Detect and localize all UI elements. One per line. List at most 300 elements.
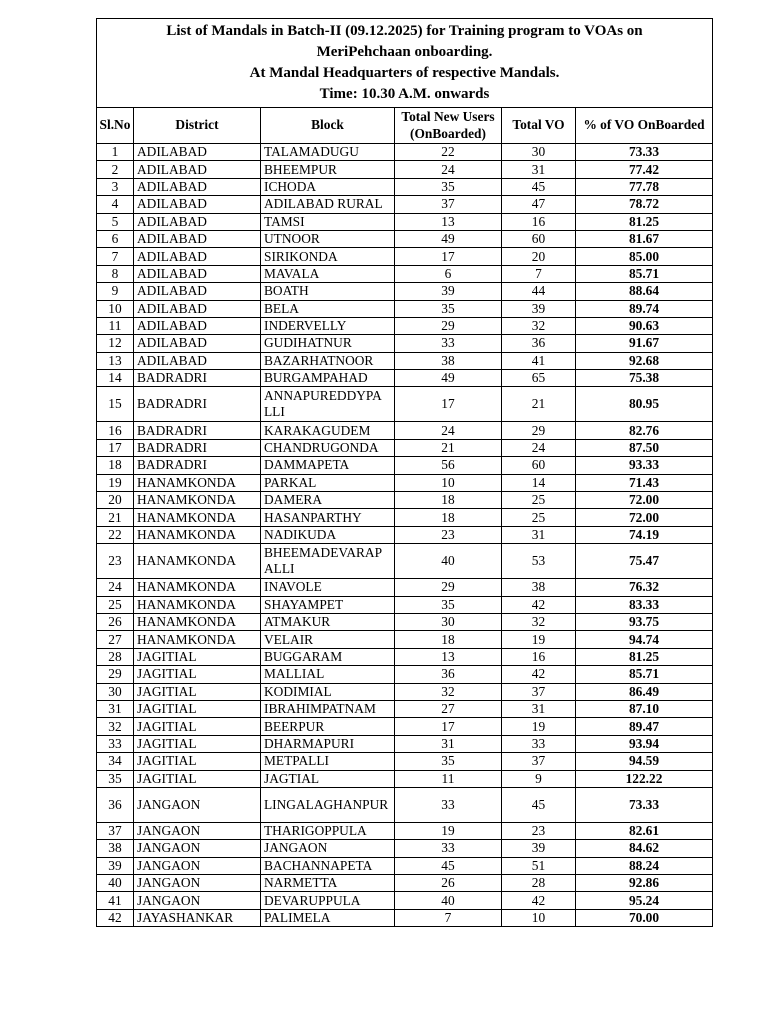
cell-block: IBRAHIMPATNAM xyxy=(261,700,395,717)
cell-percent: 88.24 xyxy=(576,857,713,874)
cell-block: BHEEMADEVARAP ALLI xyxy=(261,544,395,579)
cell-block: INDERVELLY xyxy=(261,317,395,334)
cell-district: BADRADRI xyxy=(134,387,261,422)
table-row xyxy=(97,718,713,735)
cell-district: ADILABAD xyxy=(134,230,261,247)
cell-district: ADILABAD xyxy=(134,178,261,195)
cell-district: ADILABAD xyxy=(134,317,261,334)
cell-total-vo: 53 xyxy=(502,544,576,579)
table-row xyxy=(97,265,713,282)
title-line: List of Mandals in Batch-II (09.12.2025) for Training program to VOAs on xyxy=(166,23,643,39)
table-row xyxy=(97,492,713,509)
cell-district: JAGITIAL xyxy=(134,718,261,735)
title-line: At Mandal Headquarters of respective Mandals. xyxy=(249,65,560,81)
cell-total-vo: 31 xyxy=(502,161,576,178)
cell-new-users: 22 xyxy=(395,144,502,161)
cell-slno: 34 xyxy=(97,753,134,770)
cell-total-vo: 10 xyxy=(502,909,576,926)
cell-percent: 92.86 xyxy=(576,875,713,892)
header-percent-onboarded: % of VO OnBoarded xyxy=(576,108,713,144)
table-row xyxy=(97,317,713,334)
cell-district: BADRADRI xyxy=(134,439,261,456)
table-row xyxy=(97,579,713,596)
cell-new-users: 33 xyxy=(395,335,502,352)
cell-slno: 33 xyxy=(97,735,134,752)
table-row xyxy=(97,161,713,178)
cell-block: NARMETTA xyxy=(261,875,395,892)
cell-percent: 75.47 xyxy=(576,544,713,579)
cell-new-users: 17 xyxy=(395,718,502,735)
cell-new-users: 18 xyxy=(395,631,502,648)
cell-total-vo: 45 xyxy=(502,178,576,195)
cell-slno: 27 xyxy=(97,631,134,648)
document-title xyxy=(97,19,713,108)
cell-percent: 88.64 xyxy=(576,283,713,300)
cell-percent: 93.94 xyxy=(576,735,713,752)
cell-slno: 12 xyxy=(97,335,134,352)
cell-percent: 85.00 xyxy=(576,248,713,265)
cell-new-users: 17 xyxy=(395,387,502,422)
cell-district: ADILABAD xyxy=(134,161,261,178)
cell-district: JAYASHANKAR xyxy=(134,909,261,926)
cell-slno: 13 xyxy=(97,352,134,369)
cell-district: JAGITIAL xyxy=(134,683,261,700)
table-row xyxy=(97,753,713,770)
cell-percent: 77.42 xyxy=(576,161,713,178)
cell-block: ATMAKUR xyxy=(261,613,395,630)
cell-slno: 10 xyxy=(97,300,134,317)
cell-block: BACHANNAPETA xyxy=(261,857,395,874)
table-row xyxy=(97,370,713,387)
table-row xyxy=(97,144,713,161)
table-row xyxy=(97,335,713,352)
cell-slno: 4 xyxy=(97,196,134,213)
cell-total-vo: 25 xyxy=(502,492,576,509)
cell-district: ADILABAD xyxy=(134,265,261,282)
cell-new-users: 38 xyxy=(395,352,502,369)
cell-district: JAGITIAL xyxy=(134,700,261,717)
cell-district: ADILABAD xyxy=(134,196,261,213)
cell-district: JANGAON xyxy=(134,787,261,822)
cell-total-vo: 60 xyxy=(502,457,576,474)
cell-block: BURGAMPAHAD xyxy=(261,370,395,387)
cell-slno: 38 xyxy=(97,840,134,857)
cell-block: BEERPUR xyxy=(261,718,395,735)
cell-total-vo: 39 xyxy=(502,840,576,857)
cell-district: ADILABAD xyxy=(134,300,261,317)
cell-district: BADRADRI xyxy=(134,370,261,387)
cell-district: HANAMKONDA xyxy=(134,526,261,543)
cell-percent: 82.76 xyxy=(576,422,713,439)
table-row xyxy=(97,387,713,422)
cell-total-vo: 32 xyxy=(502,317,576,334)
document xyxy=(96,18,712,927)
cell-total-vo: 24 xyxy=(502,439,576,456)
cell-new-users: 23 xyxy=(395,526,502,543)
title-line: MeriPehchaan onboarding. xyxy=(316,44,493,60)
cell-new-users: 17 xyxy=(395,248,502,265)
cell-new-users: 40 xyxy=(395,544,502,579)
cell-total-vo: 51 xyxy=(502,857,576,874)
cell-district: BADRADRI xyxy=(134,422,261,439)
cell-new-users: 49 xyxy=(395,230,502,247)
table-row xyxy=(97,213,713,230)
cell-slno: 17 xyxy=(97,439,134,456)
cell-slno: 24 xyxy=(97,579,134,596)
cell-district: ADILABAD xyxy=(134,335,261,352)
cell-new-users: 45 xyxy=(395,857,502,874)
cell-total-vo: 45 xyxy=(502,787,576,822)
cell-percent: 76.32 xyxy=(576,579,713,596)
cell-block: BHEEMPUR xyxy=(261,161,395,178)
cell-block: SIRIKONDA xyxy=(261,248,395,265)
cell-percent: 71.43 xyxy=(576,474,713,491)
cell-total-vo: 65 xyxy=(502,370,576,387)
cell-total-vo: 19 xyxy=(502,631,576,648)
cell-percent: 81.25 xyxy=(576,648,713,665)
cell-total-vo: 37 xyxy=(502,683,576,700)
table-row xyxy=(97,422,713,439)
table-row xyxy=(97,526,713,543)
cell-total-vo: 47 xyxy=(502,196,576,213)
table-row xyxy=(97,631,713,648)
cell-block: KARAKAGUDEM xyxy=(261,422,395,439)
cell-percent: 93.75 xyxy=(576,613,713,630)
cell-block: DEVARUPPULA xyxy=(261,892,395,909)
cell-new-users: 33 xyxy=(395,787,502,822)
mandal-table xyxy=(96,18,713,927)
table-row xyxy=(97,840,713,857)
cell-district: JAGITIAL xyxy=(134,735,261,752)
cell-new-users: 40 xyxy=(395,892,502,909)
cell-slno: 15 xyxy=(97,387,134,422)
cell-block: METPALLI xyxy=(261,753,395,770)
cell-block: TALAMADUGU xyxy=(261,144,395,161)
cell-slno: 25 xyxy=(97,596,134,613)
cell-district: JANGAON xyxy=(134,840,261,857)
table-row xyxy=(97,735,713,752)
cell-percent: 90.63 xyxy=(576,317,713,334)
cell-total-vo: 60 xyxy=(502,230,576,247)
cell-percent: 77.78 xyxy=(576,178,713,195)
cell-slno: 9 xyxy=(97,283,134,300)
cell-new-users: 33 xyxy=(395,840,502,857)
cell-block: ICHODA xyxy=(261,178,395,195)
table-row xyxy=(97,509,713,526)
cell-slno: 19 xyxy=(97,474,134,491)
cell-new-users: 31 xyxy=(395,735,502,752)
table-row xyxy=(97,700,713,717)
header-block: Block xyxy=(261,108,395,144)
table-row xyxy=(97,666,713,683)
cell-district: HANAMKONDA xyxy=(134,509,261,526)
cell-district: JANGAON xyxy=(134,892,261,909)
table-row xyxy=(97,648,713,665)
cell-total-vo: 42 xyxy=(502,596,576,613)
cell-total-vo: 16 xyxy=(502,213,576,230)
cell-new-users: 36 xyxy=(395,666,502,683)
cell-block: DHARMAPURI xyxy=(261,735,395,752)
cell-district: HANAMKONDA xyxy=(134,544,261,579)
cell-district: ADILABAD xyxy=(134,283,261,300)
cell-percent: 87.10 xyxy=(576,700,713,717)
cell-new-users: 24 xyxy=(395,161,502,178)
table-row xyxy=(97,300,713,317)
cell-slno: 18 xyxy=(97,457,134,474)
cell-slno: 16 xyxy=(97,422,134,439)
cell-new-users: 7 xyxy=(395,909,502,926)
cell-block: KODIMIAL xyxy=(261,683,395,700)
cell-district: HANAMKONDA xyxy=(134,492,261,509)
title-line: Time: 10.30 A.M. onwards xyxy=(319,86,490,102)
cell-new-users: 19 xyxy=(395,822,502,839)
table-row xyxy=(97,439,713,456)
cell-percent: 82.61 xyxy=(576,822,713,839)
cell-percent: 72.00 xyxy=(576,492,713,509)
cell-district: JANGAON xyxy=(134,822,261,839)
cell-district: ADILABAD xyxy=(134,352,261,369)
cell-slno: 26 xyxy=(97,613,134,630)
cell-block: ADILABAD RURAL xyxy=(261,196,395,213)
cell-percent: 85.71 xyxy=(576,666,713,683)
cell-total-vo: 32 xyxy=(502,613,576,630)
cell-total-vo: 25 xyxy=(502,509,576,526)
cell-new-users: 39 xyxy=(395,283,502,300)
cell-block: HASANPARTHY xyxy=(261,509,395,526)
header-district: District xyxy=(134,108,261,144)
cell-new-users: 13 xyxy=(395,648,502,665)
table-row xyxy=(97,196,713,213)
cell-block: DAMERA xyxy=(261,492,395,509)
cell-district: ADILABAD xyxy=(134,144,261,161)
cell-new-users: 35 xyxy=(395,178,502,195)
cell-new-users: 30 xyxy=(395,613,502,630)
cell-block: LINGALAGHANPUR xyxy=(261,787,395,822)
cell-block: UTNOOR xyxy=(261,230,395,247)
cell-percent: 81.25 xyxy=(576,213,713,230)
cell-block: PALIMELA xyxy=(261,909,395,926)
cell-slno: 30 xyxy=(97,683,134,700)
cell-new-users: 18 xyxy=(395,509,502,526)
cell-block: DAMMAPETA xyxy=(261,457,395,474)
cell-block: SHAYAMPET xyxy=(261,596,395,613)
cell-percent: 89.47 xyxy=(576,718,713,735)
cell-block: THARIGOPPULA xyxy=(261,822,395,839)
cell-district: JAGITIAL xyxy=(134,648,261,665)
cell-percent: 122.22 xyxy=(576,770,713,787)
cell-district: BADRADRI xyxy=(134,457,261,474)
cell-new-users: 18 xyxy=(395,492,502,509)
cell-percent: 83.33 xyxy=(576,596,713,613)
table-row xyxy=(97,457,713,474)
cell-district: JAGITIAL xyxy=(134,753,261,770)
cell-total-vo: 9 xyxy=(502,770,576,787)
cell-slno: 23 xyxy=(97,544,134,579)
cell-percent: 85.71 xyxy=(576,265,713,282)
cell-new-users: 11 xyxy=(395,770,502,787)
cell-new-users: 13 xyxy=(395,213,502,230)
cell-percent: 93.33 xyxy=(576,457,713,474)
cell-slno: 42 xyxy=(97,909,134,926)
cell-block: BOATH xyxy=(261,283,395,300)
cell-percent: 72.00 xyxy=(576,509,713,526)
cell-total-vo: 33 xyxy=(502,735,576,752)
cell-slno: 7 xyxy=(97,248,134,265)
cell-total-vo: 16 xyxy=(502,648,576,665)
table-body xyxy=(97,144,713,927)
table-row xyxy=(97,230,713,247)
cell-block: TAMSI xyxy=(261,213,395,230)
cell-slno: 32 xyxy=(97,718,134,735)
cell-percent: 95.24 xyxy=(576,892,713,909)
cell-total-vo: 14 xyxy=(502,474,576,491)
header-total-vo: Total VO xyxy=(502,108,576,144)
cell-new-users: 10 xyxy=(395,474,502,491)
cell-slno: 21 xyxy=(97,509,134,526)
cell-percent: 80.95 xyxy=(576,387,713,422)
cell-block: GUDIHATNUR xyxy=(261,335,395,352)
cell-district: HANAMKONDA xyxy=(134,579,261,596)
cell-new-users: 56 xyxy=(395,457,502,474)
cell-percent: 73.33 xyxy=(576,787,713,822)
cell-district: HANAMKONDA xyxy=(134,474,261,491)
cell-new-users: 37 xyxy=(395,196,502,213)
cell-block: INAVOLE xyxy=(261,579,395,596)
cell-district: HANAMKONDA xyxy=(134,596,261,613)
table-row xyxy=(97,822,713,839)
cell-percent: 84.62 xyxy=(576,840,713,857)
cell-new-users: 35 xyxy=(395,753,502,770)
cell-total-vo: 38 xyxy=(502,579,576,596)
cell-district: ADILABAD xyxy=(134,213,261,230)
cell-block: PARKAL xyxy=(261,474,395,491)
cell-percent: 74.19 xyxy=(576,526,713,543)
cell-slno: 28 xyxy=(97,648,134,665)
cell-block: NADIKUDA xyxy=(261,526,395,543)
cell-block: JANGAON xyxy=(261,840,395,857)
cell-slno: 5 xyxy=(97,213,134,230)
cell-block: BELA xyxy=(261,300,395,317)
cell-percent: 81.67 xyxy=(576,230,713,247)
cell-slno: 39 xyxy=(97,857,134,874)
cell-block: JAGTIAL xyxy=(261,770,395,787)
cell-percent: 86.49 xyxy=(576,683,713,700)
table-row xyxy=(97,875,713,892)
cell-district: ADILABAD xyxy=(134,248,261,265)
table-row xyxy=(97,352,713,369)
cell-new-users: 49 xyxy=(395,370,502,387)
cell-percent: 73.33 xyxy=(576,144,713,161)
table-row xyxy=(97,857,713,874)
cell-slno: 1 xyxy=(97,144,134,161)
cell-district: HANAMKONDA xyxy=(134,613,261,630)
table-row xyxy=(97,248,713,265)
cell-percent: 92.68 xyxy=(576,352,713,369)
cell-new-users: 35 xyxy=(395,300,502,317)
cell-slno: 11 xyxy=(97,317,134,334)
header-slno: Sl.No xyxy=(97,108,134,144)
cell-new-users: 21 xyxy=(395,439,502,456)
cell-total-vo: 23 xyxy=(502,822,576,839)
cell-slno: 41 xyxy=(97,892,134,909)
header-total-new-users: Total New Users (OnBoarded) xyxy=(395,108,502,144)
cell-total-vo: 42 xyxy=(502,666,576,683)
cell-percent: 89.74 xyxy=(576,300,713,317)
cell-new-users: 26 xyxy=(395,875,502,892)
table-row xyxy=(97,474,713,491)
cell-block: MALLIAL xyxy=(261,666,395,683)
cell-slno: 29 xyxy=(97,666,134,683)
cell-new-users: 32 xyxy=(395,683,502,700)
table-row xyxy=(97,787,713,822)
table-row xyxy=(97,909,713,926)
cell-slno: 6 xyxy=(97,230,134,247)
cell-slno: 3 xyxy=(97,178,134,195)
cell-slno: 35 xyxy=(97,770,134,787)
cell-slno: 20 xyxy=(97,492,134,509)
cell-slno: 36 xyxy=(97,787,134,822)
cell-slno: 40 xyxy=(97,875,134,892)
cell-slno: 2 xyxy=(97,161,134,178)
cell-total-vo: 39 xyxy=(502,300,576,317)
cell-percent: 87.50 xyxy=(576,439,713,456)
table-row xyxy=(97,596,713,613)
cell-block: BUGGARAM xyxy=(261,648,395,665)
cell-block: BAZARHATNOOR xyxy=(261,352,395,369)
cell-new-users: 6 xyxy=(395,265,502,282)
cell-total-vo: 28 xyxy=(502,875,576,892)
cell-slno: 14 xyxy=(97,370,134,387)
cell-new-users: 35 xyxy=(395,596,502,613)
cell-total-vo: 41 xyxy=(502,352,576,369)
cell-new-users: 24 xyxy=(395,422,502,439)
cell-new-users: 29 xyxy=(395,579,502,596)
cell-district: HANAMKONDA xyxy=(134,631,261,648)
cell-total-vo: 7 xyxy=(502,265,576,282)
cell-percent: 78.72 xyxy=(576,196,713,213)
cell-district: JAGITIAL xyxy=(134,770,261,787)
table-row xyxy=(97,613,713,630)
cell-slno: 37 xyxy=(97,822,134,839)
cell-block: ANNAPUREDDYPA LLI xyxy=(261,387,395,422)
cell-percent: 70.00 xyxy=(576,909,713,926)
table-row xyxy=(97,544,713,579)
cell-total-vo: 42 xyxy=(502,892,576,909)
cell-block: CHANDRUGONDA xyxy=(261,439,395,456)
cell-slno: 8 xyxy=(97,265,134,282)
table-row xyxy=(97,283,713,300)
header-row xyxy=(97,108,713,144)
cell-slno: 31 xyxy=(97,700,134,717)
cell-slno: 22 xyxy=(97,526,134,543)
cell-total-vo: 37 xyxy=(502,753,576,770)
cell-total-vo: 19 xyxy=(502,718,576,735)
cell-total-vo: 20 xyxy=(502,248,576,265)
cell-total-vo: 31 xyxy=(502,700,576,717)
cell-total-vo: 30 xyxy=(502,144,576,161)
cell-percent: 91.67 xyxy=(576,335,713,352)
cell-percent: 94.59 xyxy=(576,753,713,770)
cell-percent: 94.74 xyxy=(576,631,713,648)
table-row xyxy=(97,770,713,787)
cell-block: MAVALA xyxy=(261,265,395,282)
table-row xyxy=(97,892,713,909)
cell-district: JANGAON xyxy=(134,857,261,874)
table-row xyxy=(97,683,713,700)
cell-total-vo: 44 xyxy=(502,283,576,300)
cell-new-users: 29 xyxy=(395,317,502,334)
table-row xyxy=(97,178,713,195)
